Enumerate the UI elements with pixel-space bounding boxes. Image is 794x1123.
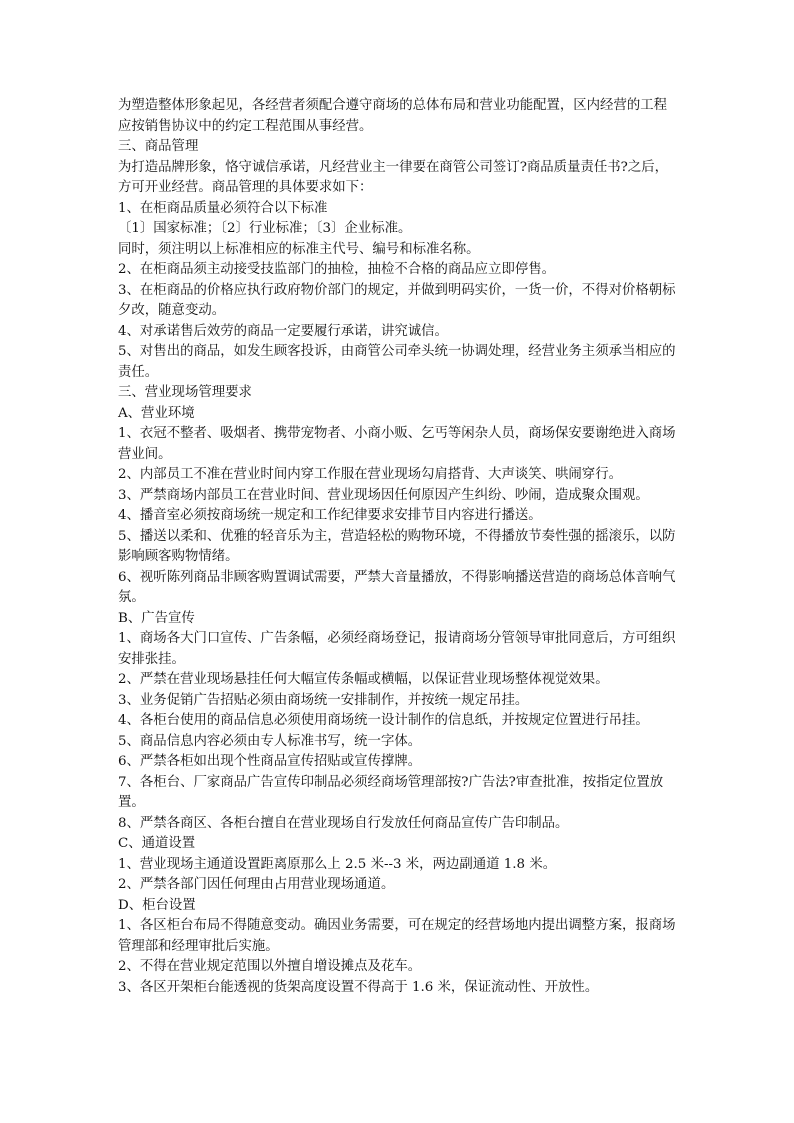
paragraph: 3、在柜商品的价格应执行政府物价部门的规定，并做到明码实价，一货一价，不得对价格朝标夕改，随意变动。: [118, 282, 676, 318]
paragraph: 1、营业现场主通道设置距离原那么上 2.5 米--3 米，两边副通道 1.8 米。: [118, 856, 557, 872]
paragraph: 1、衣冠不整者、吸烟者、携带宠物者、小商小贩、乞丐等闲杂人员，商场保安要谢绝进入商场营业间。: [118, 426, 676, 462]
paragraph: 5、对售出的商品，如发生顾客投诉，由商管公司牵头统一协调处理，经营业务主须承当相应的责任。: [118, 344, 676, 380]
paragraph: 3、业务促销广告招贴必须由商场统一安排制作，并按统一规定吊挂。: [118, 692, 529, 708]
subsection-heading: D、柜台设置: [118, 897, 196, 913]
paragraph: 4、各柜台使用的商品信息必须使用商场统一设计制作的信息纸，并按规定位置进行吊挂。: [118, 713, 649, 728]
paragraph: 为塑造整体形象起见，各经营者须配合遵守商场的总体布局和营业功能配置，区内经营的工程应按销售协议中的约定工程范围从事经营。: [118, 98, 668, 134]
paragraph: 6、严禁各柜如出现个性商品宣传招贴或宣传撑牌。: [118, 754, 422, 769]
paragraph: 2、不得在营业规定范围以外擅自增设摊点及花车。: [118, 959, 422, 974]
paragraph: 8、严禁各商区、各柜台擅自在营业现场自行发放任何商品宣传广告印制品。: [118, 815, 569, 831]
paragraph: 4、播音室必须按商场统一规定和工作纪律要求安排节目内容进行播送。: [118, 508, 542, 523]
paragraph: 3、各区开架柜台能透视的货架高度设置不得高于 1.6 米，保证流动性、开放性。: [118, 979, 599, 995]
paragraph: 1、各区柜台布局不得随意变动。确因业务需要，可在规定的经营场地内提出调整方案，报商场管理部和经理审批后实施。: [118, 918, 676, 954]
paragraph: 4、对承诺售后效劳的商品一定要履行承诺，讲究诚信。: [118, 323, 448, 339]
paragraph: 2、内部员工不准在营业时间内穿工作服在营业现场勾肩搭背、大声谈笑、哄闹穿行。: [118, 467, 622, 482]
section-heading: 三、商品管理: [118, 139, 199, 154]
subsection-heading: A、营业环境: [118, 405, 195, 421]
paragraph: 2、严禁各部门因任何理由占用营业现场通道。: [118, 877, 395, 892]
paragraph: 7、各柜台、厂家商品广告宣传印制品必须经商场管理部按?广告法?审查批准，按指定位置放置。: [118, 774, 664, 810]
paragraph: 5、播送以柔和、优雅的轻音乐为主，营造轻松的购物环境，不得播放节奏性强的摇滚乐，以防影响顾客购物情绪。: [118, 528, 676, 564]
paragraph: 1、在柜商品质量必须符合以下标准: [118, 200, 328, 216]
paragraph: 2、在柜商品须主动接受技监部门的抽检，抽检不合格的商品应立即停售。: [118, 262, 556, 277]
paragraph: 为打造品牌形象，恪守诚信承诺，凡经营业主一律要在商管公司签订?商品质量责任书?之后，方可开业经营。商品管理的具体要求如下：: [118, 159, 668, 195]
subsection-heading: C、通道设置: [118, 836, 196, 851]
paragraph: 2、严禁在营业现场悬挂任何大幅宣传条幅或横幅，以保证营业现场整体视觉效果。: [118, 672, 609, 687]
document-body: [118, 96, 678, 998]
paragraph: 〔1〕国家标准；〔2〕行业标准；〔3〕企业标准。: [118, 221, 412, 236]
paragraph: 6、视听陈列商品非顾客购置调试需要，严禁大音量播放，不得影响播送营造的商场总体音响气氛。: [118, 569, 676, 605]
subsection-heading: B、广告宣传: [118, 610, 195, 626]
paragraph: 5、商品信息内容必须由专人标准书写，统一字体。: [118, 733, 422, 749]
section-heading: 三、营业现场管理要求: [118, 385, 252, 400]
paragraph: 3、严禁商场内部员工在营业时间、营业现场因任何原因产生纠纷、吵闹，造成聚众围观。: [118, 487, 649, 503]
paragraph: 同时，须注明以上标准相应的标准主代号、编号和标准名称。: [118, 241, 480, 257]
paragraph: 1、商场各大门口宣传、广告条幅，必须经商场登记，报请商场分管领导审批同意后，方可组织安排张挂。: [118, 631, 676, 667]
